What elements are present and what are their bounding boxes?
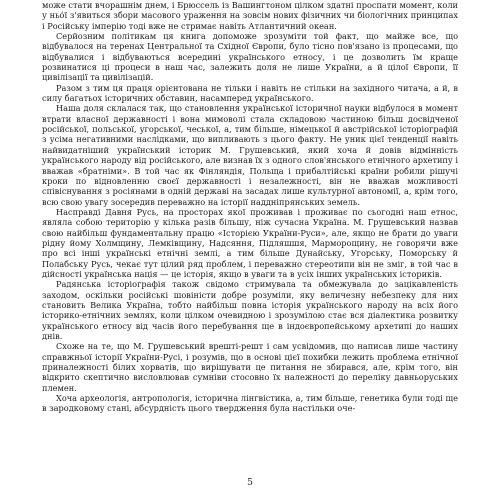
paragraph: Радянська історіографія також свідомо стримувала та обмежувала до зацікавленість заходом, оскільки російські шовіністи добре розуміли, яку величезну небезпеку для них становить Велика Україна, тобто найбільш повна історія українського народу на всіх його історико-етнічних землях, коли цілком очевидною і зрозумілою стає вся діалектика розвитку українського етносу від часів його перебування ще в індоєвропейському архетипі до наших днів. (42, 279, 458, 341)
document-page (42, 0, 458, 500)
paragraph: Насправді Давня Русь, на просторах якої проживав і проживає по сьогодні наш етнос, являла собою територію у кілька разів більшу, ніж сучасна Україна. М. Грушевський назвав свою найбільш фундаментальну працю «Історією України-Руси», але, якщо не брати до уваги рідну йому Холмщину, Лемківщину, Надсяння, Підляшшя, Марморощину, не говорячи вже про всі інші українські етнічні землі, а тим більше Дунайську, Угорську, Поморську й Полабську Русь, чекає тут цілий ряд проблем, і переважно стереотипи він не зміг, в той час в дійсності українська нація — це історія, якщо в уваги та в усіх інших українських істориків. (42, 206, 458, 279)
paragraph: Хоча археологія, антропологія, історична лінгвістика, а, тим більше, генетика були тоді ще в зародковому стані, абсурдність цього твердження була настільки оче- (42, 393, 458, 414)
paragraph: Разом з тим ця праця орієнтована не тільки і навіть не стільки на західного читача, а й, в силу багатьох історичних обставин, насамперед українського. (42, 82, 458, 104)
paragraph: Наша доля склалася так, що становлення української історичної науки відбулося в момент втрати власної державності і вона мимоволі стала складовою частиною більш досвідченої російської, польської, угорської, чеської, а, тим більше, німецької й австрійської історіографій з усіма негативними наслідками, що випливають з цього факту. Не уник цієї тенденції навіть найвидатніший український історик М. Грушевський, який хоча й довів відмінність українського народу від російського, але визнав їх з одного слов'янського етнічного архетипу і вважав «братніми». В той час як Фінляндія, Польща і прибалтійські країни робили рішучі кроки по відновленню своєї державності і незалежності, він не вважав можливості співіснування з росіянами в одній державі на засадах лише культурної автономії, а, крім того, всю свою увагу зосередив переважно на історії наддніпрянських земель. (42, 103, 458, 207)
body-text (42, 0, 458, 414)
paragraph: Схоже на те, що М. Грушевський врешті-решт і сам усвідомив, що написав лише частину справжньої історії України-Русі, і розумів, що в основі цієї похибки лежить проблема етнічної приналежності білих хорватів, що вирішувати це питання не збирався, але, крім того, він відкрито скептично висловлював сумніви стосовно їх належності до переліку давньоруських племен. (42, 341, 458, 393)
paragraph: Серйозним політикам ця книга допоможе зрозуміти той факт, що майже все, що відбувалося на теренах Центральної та Східної Європи, було тісно пов'язано із процесами, що відбувалися і відбуваються всередині українського етносу, і це дозволить їм краще розвинатися ці процеси в наш час, залежить доля не лише України, а й цілої Європи, її цивілізації та цивілізацій. (42, 31, 458, 83)
page-number: 5 (247, 478, 253, 488)
paragraph: може стати вчорашнім днем, і Брюссель із Вашингтоном цілком здатні проспати момент, коли у ньо́ї з'явиться збори масового ураження на зовсім нових фізичних чи біологічних принципах і Російську імперію тоді вже не стримає навіть Атлантичний океан. (42, 0, 458, 31)
